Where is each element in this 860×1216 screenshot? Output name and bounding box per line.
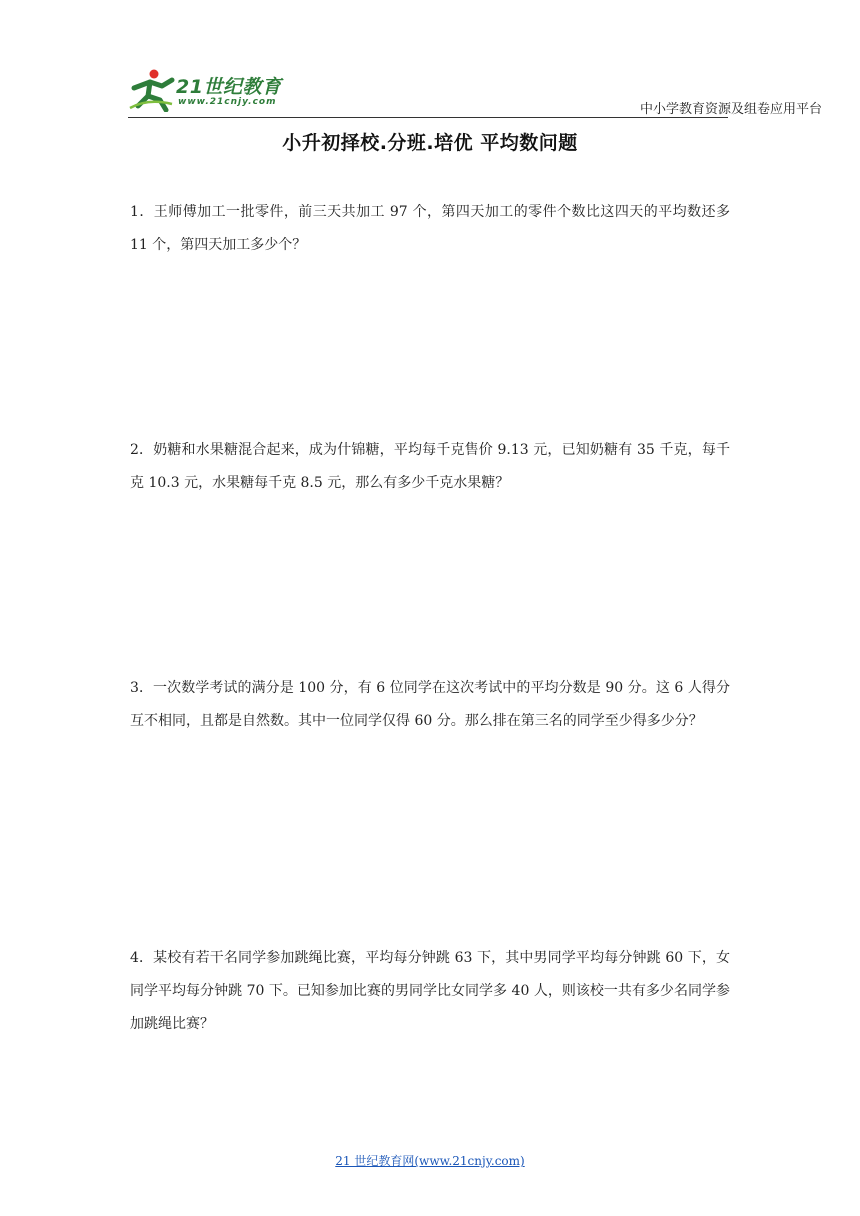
question-2: 2．奶糖和水果糖混合起来，成为什锦糖，平均每千克售价 9.13 元，已知奶糖有 35 千克，每千克 10.3 元，水果糖每千克 8.5 元，那么有多少千克水果糖？ [130, 442, 730, 491]
question-4: 4．某校有若干名同学参加跳绳比赛，平均每分钟跳 63 下，其中男同学平均每分钟跳 60 下，女同学平均每分钟跳 70 下。已知参加比赛的男同学比女同学多 40 人，则该校一共有多少名同学参加跳绳比赛？ [130, 950, 730, 1032]
runner-logo-icon [128, 68, 176, 112]
header-divider [128, 117, 728, 118]
footer-link[interactable]: 21 世纪教育网(www.21cnjy.com) [335, 1154, 525, 1168]
page-header [0, 0, 860, 120]
logo [128, 68, 298, 116]
question-3: 3．一次数学考试的满分是 100 分，有 6 位同学在这次考试中的平均分数是 90 分。这 6 人得分互不相同，且都是自然数。其中一位同学仅得 60 分。那么排在第三名的同学至少得多少分？ [130, 680, 730, 729]
question-1: 1．王师傅加工一批零件，前三天共加工 97 个，第四天加工的零件个数比这四天的平均数还多 11 个，第四天加工多少个？ [130, 204, 730, 253]
platform-name: 中小学教育资源及组卷应用平台 [639, 102, 822, 117]
page-title: 小升初择校.分班.培优 平均数问题 [282, 132, 578, 154]
logo-url: www.21cnjy.com [178, 97, 277, 107]
logo-text: 21世纪教育 [176, 76, 282, 98]
